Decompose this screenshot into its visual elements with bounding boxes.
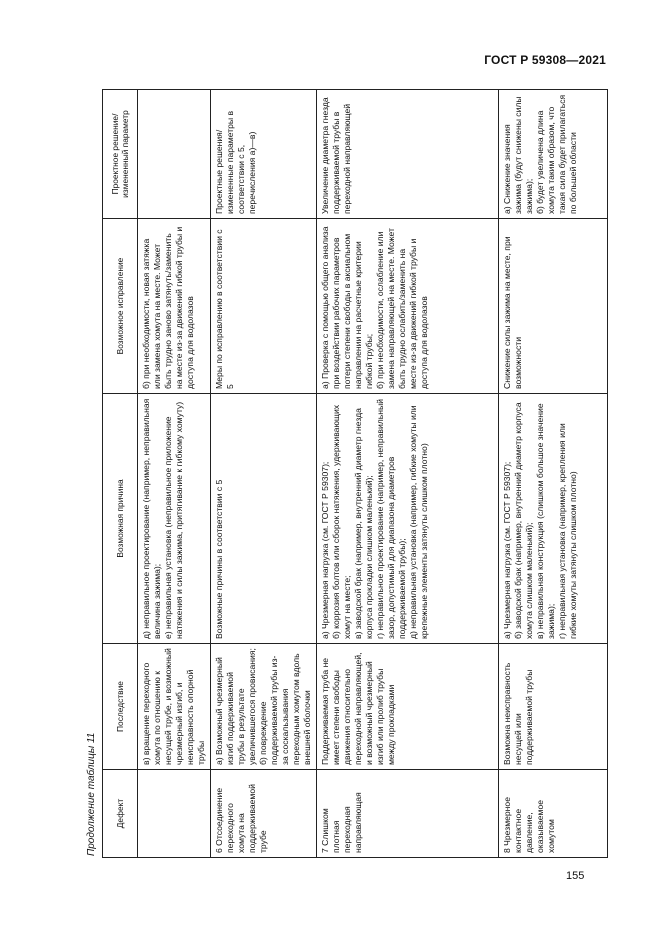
cell-cause: д) неправильное проектирование (например, неправильная величина зажима); е) неправильная установка (неправильное приложение натяжения и силы зажима, притягивание к гибкому хомуту) xyxy=(138,394,211,644)
table-row xyxy=(499,90,608,858)
column-header-cause: Возможная причина xyxy=(103,394,138,644)
cell-defect: 7 Слишком плотная переходная направляющая xyxy=(317,770,499,858)
column-header-fix: Возможное исправление xyxy=(103,219,138,394)
column-header-design: Проектное решение/ измененный параметр xyxy=(103,90,138,219)
column-header-defect: Дефект xyxy=(103,770,138,858)
column-header-consequence: Последствие xyxy=(103,644,138,770)
defects-table xyxy=(102,89,608,858)
page-number: 155 xyxy=(566,870,585,882)
cell-fix: б) при необходимости, новая затяжка или замена хомута на месте. Может быть трудно заново затянуть/заменить на месте из-за движений гибкой трубы и доступа для водолазов xyxy=(138,219,211,394)
cell-consequence: Поддерживаемая труба не имеет степени свободы движения относительно переходной направляющей, и возможный чрезмерный изгиб или пролиб трубы между прокладками xyxy=(317,644,499,770)
cell-fix: Меры по исправлению в соответствии с 5 xyxy=(211,219,317,394)
cell-consequence: Возможна неисправность несущей или поддерживаемой трубы xyxy=(499,644,608,770)
cell-design: Увеличение диаметра гнезда поддерживаемой трубы в переходной направляющей xyxy=(317,90,499,219)
rotated-table-area xyxy=(82,90,590,858)
cell-cause: Возможные причины в соответствии с 5 xyxy=(211,394,317,644)
cell-design: Проектные решения/измененные параметры в соответствии с 5, перечисления а)—в) xyxy=(211,90,317,219)
cell-consequence: а) Возможный чрезмерный изгиб поддерживаемой трубы в результате увеличившегося провисания; б) повреждение поддерживаемой трубы из-за соскальзывания переходным хомутом вдоль внешней оболочки xyxy=(211,644,317,770)
table-row xyxy=(138,90,211,858)
standard-header: ГОСТ Р 59308—2021 xyxy=(484,53,606,67)
cell-design: а) Снижение значения зажима (будут снижены силы зажима); б) будет увеличена длина хомута таким образом, что такая сила будет прилагаться по большей области xyxy=(499,90,608,219)
continuation-label: Продолжение таблицы 11 xyxy=(86,732,97,856)
cell-design xyxy=(138,90,211,219)
table-row xyxy=(317,90,499,858)
cell-cause: а) Чрезмерная нагрузка (см. ГОСТ Р 59307); б) заводской брак (например, внутренний диаметр корпуса хомута слишком маленький); в) неправильная конструкция (слишком большое значение зажима); г) неправильная установка (например, крепления или гибкие хомуты затянуты слишком плотно) xyxy=(499,394,608,644)
cell-cause: а) Чрезмерная нагрузка (см. ГОСТ Р 59307); б) коррозия болтов или сборок натяжения, удерживающих хомут на месте; в) заводской брак (например, внутренний диаметр гнезда корпуса прокладки слишком маленький); г) неправильное проектирование (например, неправильный зазор, допустимый для диапазона диаметров поддерживаемой трубы); д) неправильная установка (например, гибкие хомуты или крепежные элементы затянуты слишком плотно) xyxy=(317,394,499,644)
cell-defect xyxy=(138,770,211,858)
table-row xyxy=(211,90,317,858)
cell-defect: 6 Отсоединение переходного хомута на поддерживаемой трубе xyxy=(211,770,317,858)
table-header-row xyxy=(103,90,138,858)
cell-fix: а) Проверка с помощью общего анализа при воздействии рабочих параметров потери степени свободы в аксиальном направлении на расчетные критерии гибкой трубы; б) при необходимости, ослабление или замена направляющей на месте. Может быть трудно ослабить/заменить на месте из-за движений гибкой трубы и доступа для водолазов xyxy=(317,219,499,394)
cell-fix: Снижение силы зажима на месте, при возможности xyxy=(499,219,608,394)
cell-consequence: в) вращение переходного хомута по отношению к несущей трубе, и возможный чрезмерный изгиб, и неисправность опорной трубы xyxy=(138,644,211,770)
cell-defect: 8 Чрезмерное контактное давление, оказываемое хомутом xyxy=(499,770,608,858)
